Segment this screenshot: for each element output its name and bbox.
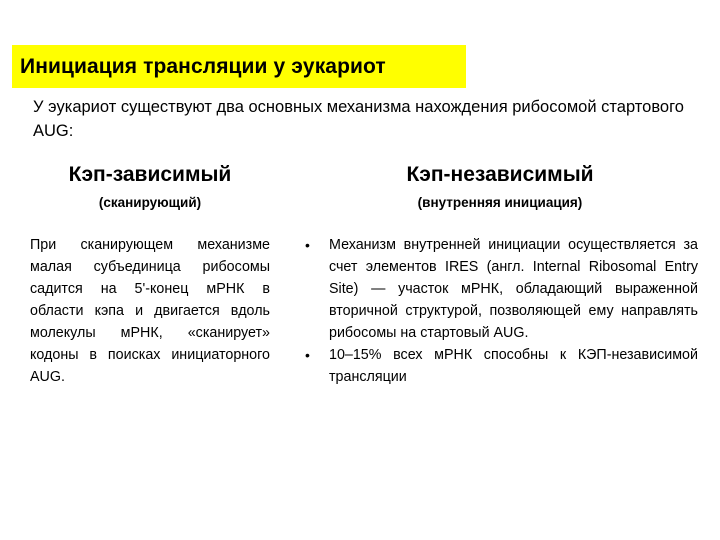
bullet-text: Механизм внутренней инициации осуществляется за счет элементов IRES (англ. Internal Ribosomal Entry Site) — участок мРНК, обладающий выраженной вторичной структурой, позволяющей ему направлять рибосомы на стартовый AUG. xyxy=(329,237,698,341)
left-subheading: (сканирующий) xyxy=(98,195,202,210)
intro-text: У эукариот существуют два основных механизма нахождения рибосомой стартового AUG: xyxy=(33,98,684,140)
right-subheading: (внутренняя инициация) xyxy=(417,195,583,210)
left-heading: Кэп-зависимый xyxy=(68,163,232,186)
title-bar xyxy=(12,45,466,88)
list-item xyxy=(300,234,698,344)
right-bullet-list xyxy=(300,234,698,388)
list-item xyxy=(300,344,698,388)
bullet-icon: • xyxy=(305,237,310,253)
right-heading: Кэп-независимый xyxy=(406,163,594,186)
bullet-text: 10–15% всех мРНК способны к КЭП-независимой трансляции xyxy=(329,347,698,385)
slide-title: Инициация трансляции у эукариот xyxy=(20,54,386,78)
bullet-icon: • xyxy=(305,347,310,363)
right-column-header xyxy=(300,162,700,213)
left-body-text: При сканирующем механизме малая субъединица рибосомы садится на 5'-конец мРНК в области кэпа и двигается вдоль молекулы мРНК, «сканирует» кодоны в поисках инициаторного AUG. xyxy=(30,237,270,385)
left-column-header xyxy=(30,162,270,213)
